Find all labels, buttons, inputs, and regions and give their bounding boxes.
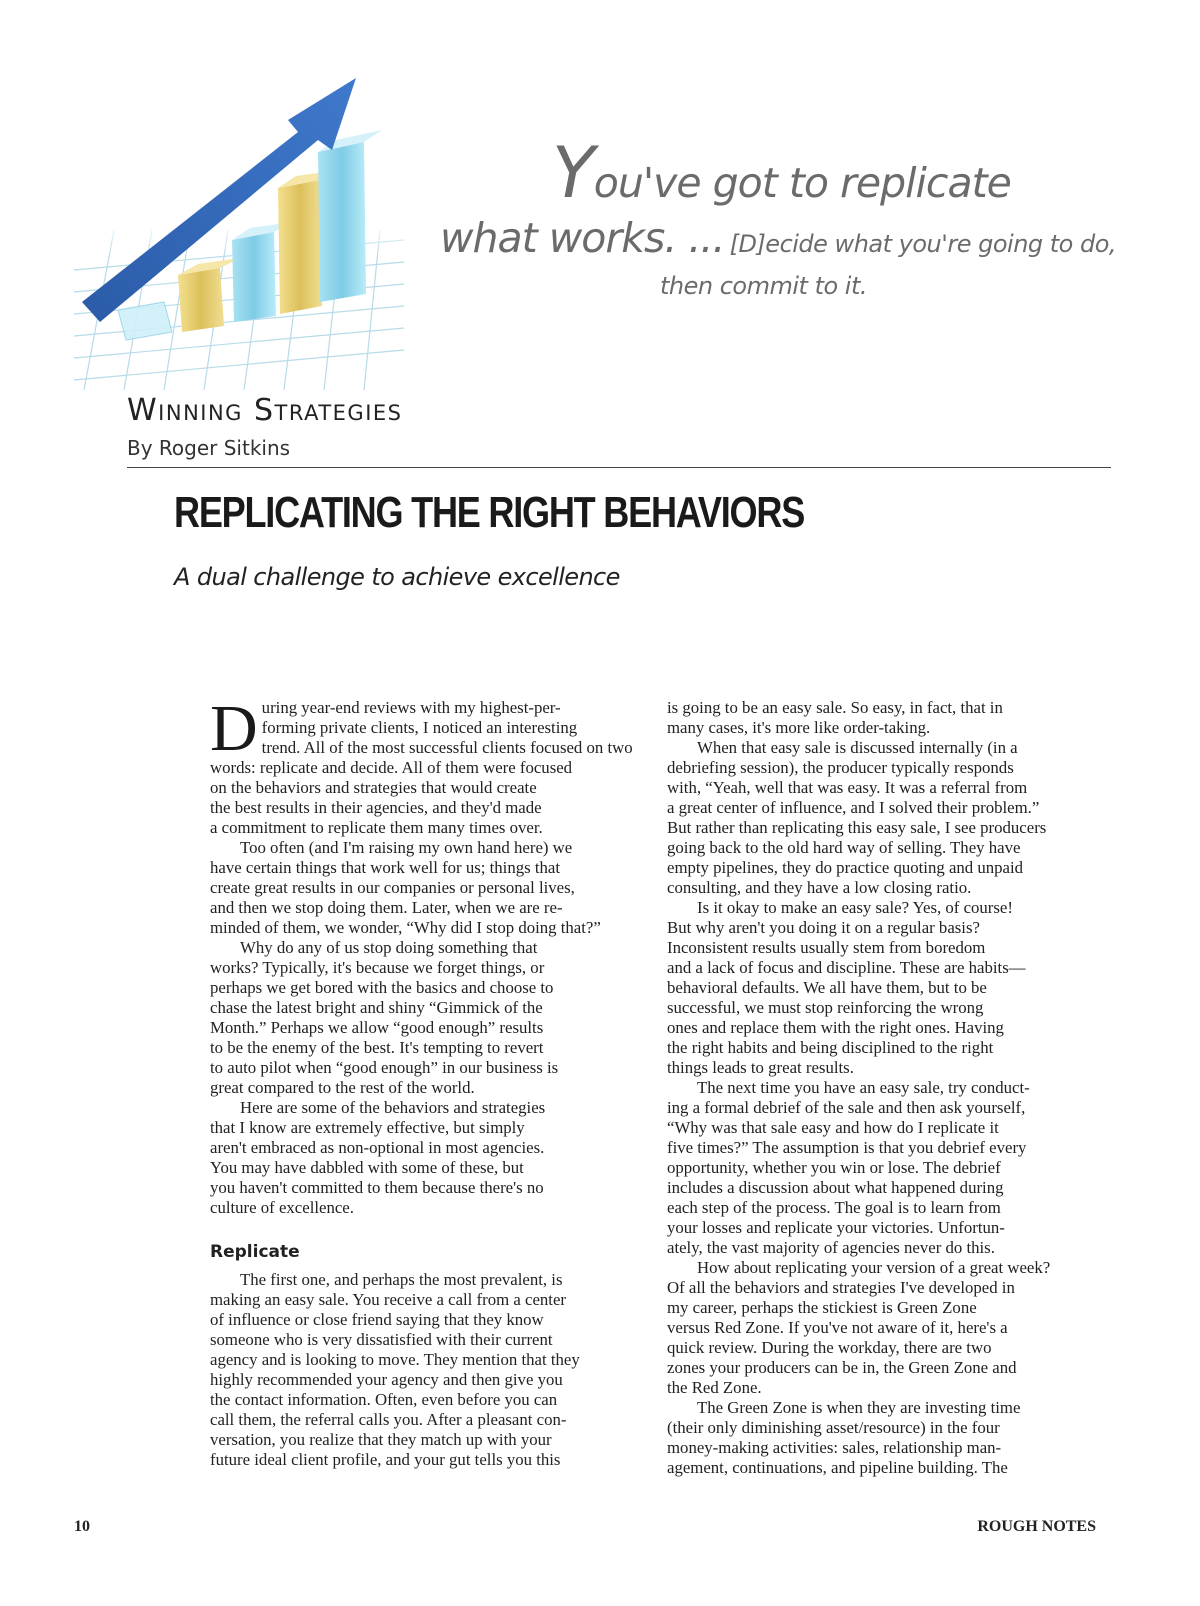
- body-line: When that easy sale is discussed internally (in a: [697, 738, 1018, 757]
- body-column-left: [210, 692, 642, 1470]
- body-line: each step of the process. The goal is to learn from: [667, 1198, 1001, 1217]
- body-line: to auto pilot when “good enough” in our business is: [210, 1058, 559, 1077]
- body-line: The first one, and perhaps the most prevalent, is: [240, 1270, 563, 1289]
- pull-quote-initial: Y: [552, 132, 594, 214]
- pull-quote-line-2-text: [D]ecide what you're going to do,: [729, 230, 1117, 258]
- body-line: empty pipelines, they do practice quoting and unpaid: [667, 858, 1024, 877]
- body-line: Of all the behaviors and strategies I've developed in: [667, 1278, 1015, 1297]
- body-line: Is it okay to make an easy sale? Yes, of course!: [697, 898, 1013, 917]
- body-line: behavioral defaults. We all have them, but to be: [667, 978, 987, 997]
- body-line: culture of excellence.: [210, 1198, 354, 1217]
- body-line: forming private clients, I noticed an interesting: [261, 718, 578, 737]
- body-line: ones and replace them with the right ones. Having: [667, 1018, 1004, 1037]
- body-line: works? Typically, it's because we forget things, or: [210, 958, 545, 977]
- pull-quote-line-1-text: ou've got to replicate: [593, 159, 1011, 207]
- body-line: debriefing session), the producer typically responds: [667, 758, 1014, 777]
- body-line: many cases, it's more like order-taking.: [667, 718, 931, 737]
- section-subhead: Replicate: [210, 1242, 300, 1262]
- body-line: uring year-end reviews with my highest-per-: [261, 698, 561, 717]
- body-line: your losses and replicate your victories. Unfortun-: [667, 1218, 1005, 1237]
- body-line: Month.” Perhaps we allow “good enough” results: [210, 1018, 544, 1037]
- body-line: is going to be an easy sale. So easy, in fact, that in: [667, 698, 1003, 717]
- body-line: have certain things that work well for us; things that: [210, 858, 560, 877]
- pull-quote-line-2: [440, 214, 1116, 262]
- body-line: successful, we must stop reinforcing the wrong: [667, 998, 984, 1017]
- body-line: perhaps we get bored with the basics and choose to: [210, 978, 554, 997]
- article-deck: A dual challenge to achieve excellence: [174, 563, 620, 591]
- byline: By Roger Sitkins: [127, 436, 291, 460]
- body-line: you haven't committed to them because there's no: [210, 1178, 544, 1197]
- body-line: Inconsistent results usually stem from boredom: [667, 938, 986, 957]
- body-line: But rather than replicating this easy sale, I see producers: [667, 818, 1047, 837]
- body-line: versation, you realize that they match up with your: [210, 1430, 552, 1449]
- body-line: trend. All of the most successful clients focused on two: [261, 738, 633, 757]
- body-line: a great center of influence, and I solved their problem.”: [667, 798, 1040, 817]
- body-line: minded of them, we wonder, “Why did I stop doing that?”: [210, 918, 601, 937]
- body-line: agement, continuations, and pipeline building. The: [667, 1458, 1008, 1477]
- header-divider: [127, 467, 1111, 468]
- body-line: the right habits and being disciplined to the right: [667, 1038, 994, 1057]
- body-line: of influence or close friend saying that they know: [210, 1310, 544, 1329]
- body-line: with, “Yeah, well that was easy. It was a referral from: [667, 778, 1028, 797]
- body-column-right: [667, 698, 1099, 1478]
- body-line: the best results in their agencies, and they'd made: [210, 798, 542, 817]
- page-number: 10: [74, 1518, 90, 1535]
- body-line: (their only diminishing asset/resource) in the four: [667, 1418, 1000, 1437]
- drop-cap: D: [210, 692, 258, 765]
- body-line: and then we stop doing them. Later, when we are re-: [210, 898, 563, 917]
- body-line: call them, the referral calls you. After a pleasant con-: [210, 1410, 567, 1429]
- growth-chart-arrow-illustration: [74, 70, 404, 390]
- body-line: versus Red Zone. If you've not aware of it, here's a: [667, 1318, 1008, 1337]
- body-line: words: replicate and decide. All of them were focused: [210, 758, 573, 777]
- body-line: future ideal client profile, and your gut tells you this: [210, 1450, 561, 1469]
- pull-quote-line-3: then commit to it.: [660, 272, 867, 300]
- body-line: zones your producers can be in, the Green Zone and: [667, 1358, 1017, 1377]
- body-line: chase the latest bright and shiny “Gimmick of the: [210, 998, 543, 1017]
- body-line: and a lack of focus and discipline. These are habits—: [667, 958, 1026, 977]
- body-line: to be the enemy of the best. It's tempting to revert: [210, 1038, 544, 1057]
- body-line: Here are some of the behaviors and strategies: [240, 1098, 546, 1117]
- column-name: Winning Strategies: [127, 393, 403, 428]
- body-line: The Green Zone is when they are investing time: [697, 1398, 1021, 1417]
- pull-quote-line-1: [552, 132, 1011, 214]
- body-line: consulting, and they have a low closing ratio.: [667, 878, 972, 897]
- body-line: quick review. During the workday, there are two: [667, 1338, 992, 1357]
- body-line: How about replicating your version of a great week?: [697, 1258, 1051, 1277]
- body-line: great compared to the rest of the world.: [210, 1078, 475, 1097]
- body-line: Too often (and I'm raising my own hand here) we: [240, 838, 573, 857]
- body-line: create great results in our companies or personal lives,: [210, 878, 575, 897]
- body-line: on the behaviors and strategies that would create: [210, 778, 537, 797]
- body-line: the contact information. Often, even before you can: [210, 1390, 558, 1409]
- body-line: highly recommended your agency and then give you: [210, 1370, 563, 1389]
- body-line: making an easy sale. You receive a call from a center: [210, 1290, 566, 1309]
- body-line: money-making activities: sales, relationship man-: [667, 1438, 1002, 1457]
- body-line: the Red Zone.: [667, 1378, 762, 1397]
- body-line: You may have dabbled with some of these, but: [210, 1158, 524, 1177]
- body-line: But why aren't you doing it on a regular basis?: [667, 918, 980, 937]
- body-line: five times?” The assumption is that you debrief every: [667, 1138, 1027, 1157]
- body-line: ately, the vast majority of agencies never do this.: [667, 1238, 995, 1257]
- publication-name: ROUGH NOTES: [977, 1518, 1096, 1535]
- body-line: someone who is very dissatisfied with their current: [210, 1330, 553, 1349]
- body-line: opportunity, whether you win or lose. The debrief: [667, 1158, 1001, 1177]
- body-line: agency and is looking to move. They mention that they: [210, 1350, 580, 1369]
- body-line: ing a formal debrief of the sale and then ask yourself,: [667, 1098, 1026, 1117]
- pull-quote-emphasis: what works. ...: [440, 214, 725, 262]
- body-line: “Why was that sale easy and how do I replicate it: [667, 1118, 999, 1137]
- article-headline: REPLICATING THE RIGHT BEHAVIORS: [174, 488, 805, 537]
- body-line: aren't embraced as non-optional in most agencies.: [210, 1138, 545, 1157]
- body-line: includes a discussion about what happened during: [667, 1178, 1004, 1197]
- body-line: Why do any of us stop doing something that: [240, 938, 538, 957]
- body-line: that I know are extremely effective, but simply: [210, 1118, 525, 1137]
- body-line: a commitment to replicate them many times over.: [210, 818, 543, 837]
- body-line: things leads to great results.: [667, 1058, 854, 1077]
- body-line: The next time you have an easy sale, try conduct-: [697, 1078, 1030, 1097]
- body-line: my career, perhaps the stickiest is Green Zone: [667, 1298, 977, 1317]
- body-line: going back to the old hard way of selling. They have: [667, 838, 1021, 857]
